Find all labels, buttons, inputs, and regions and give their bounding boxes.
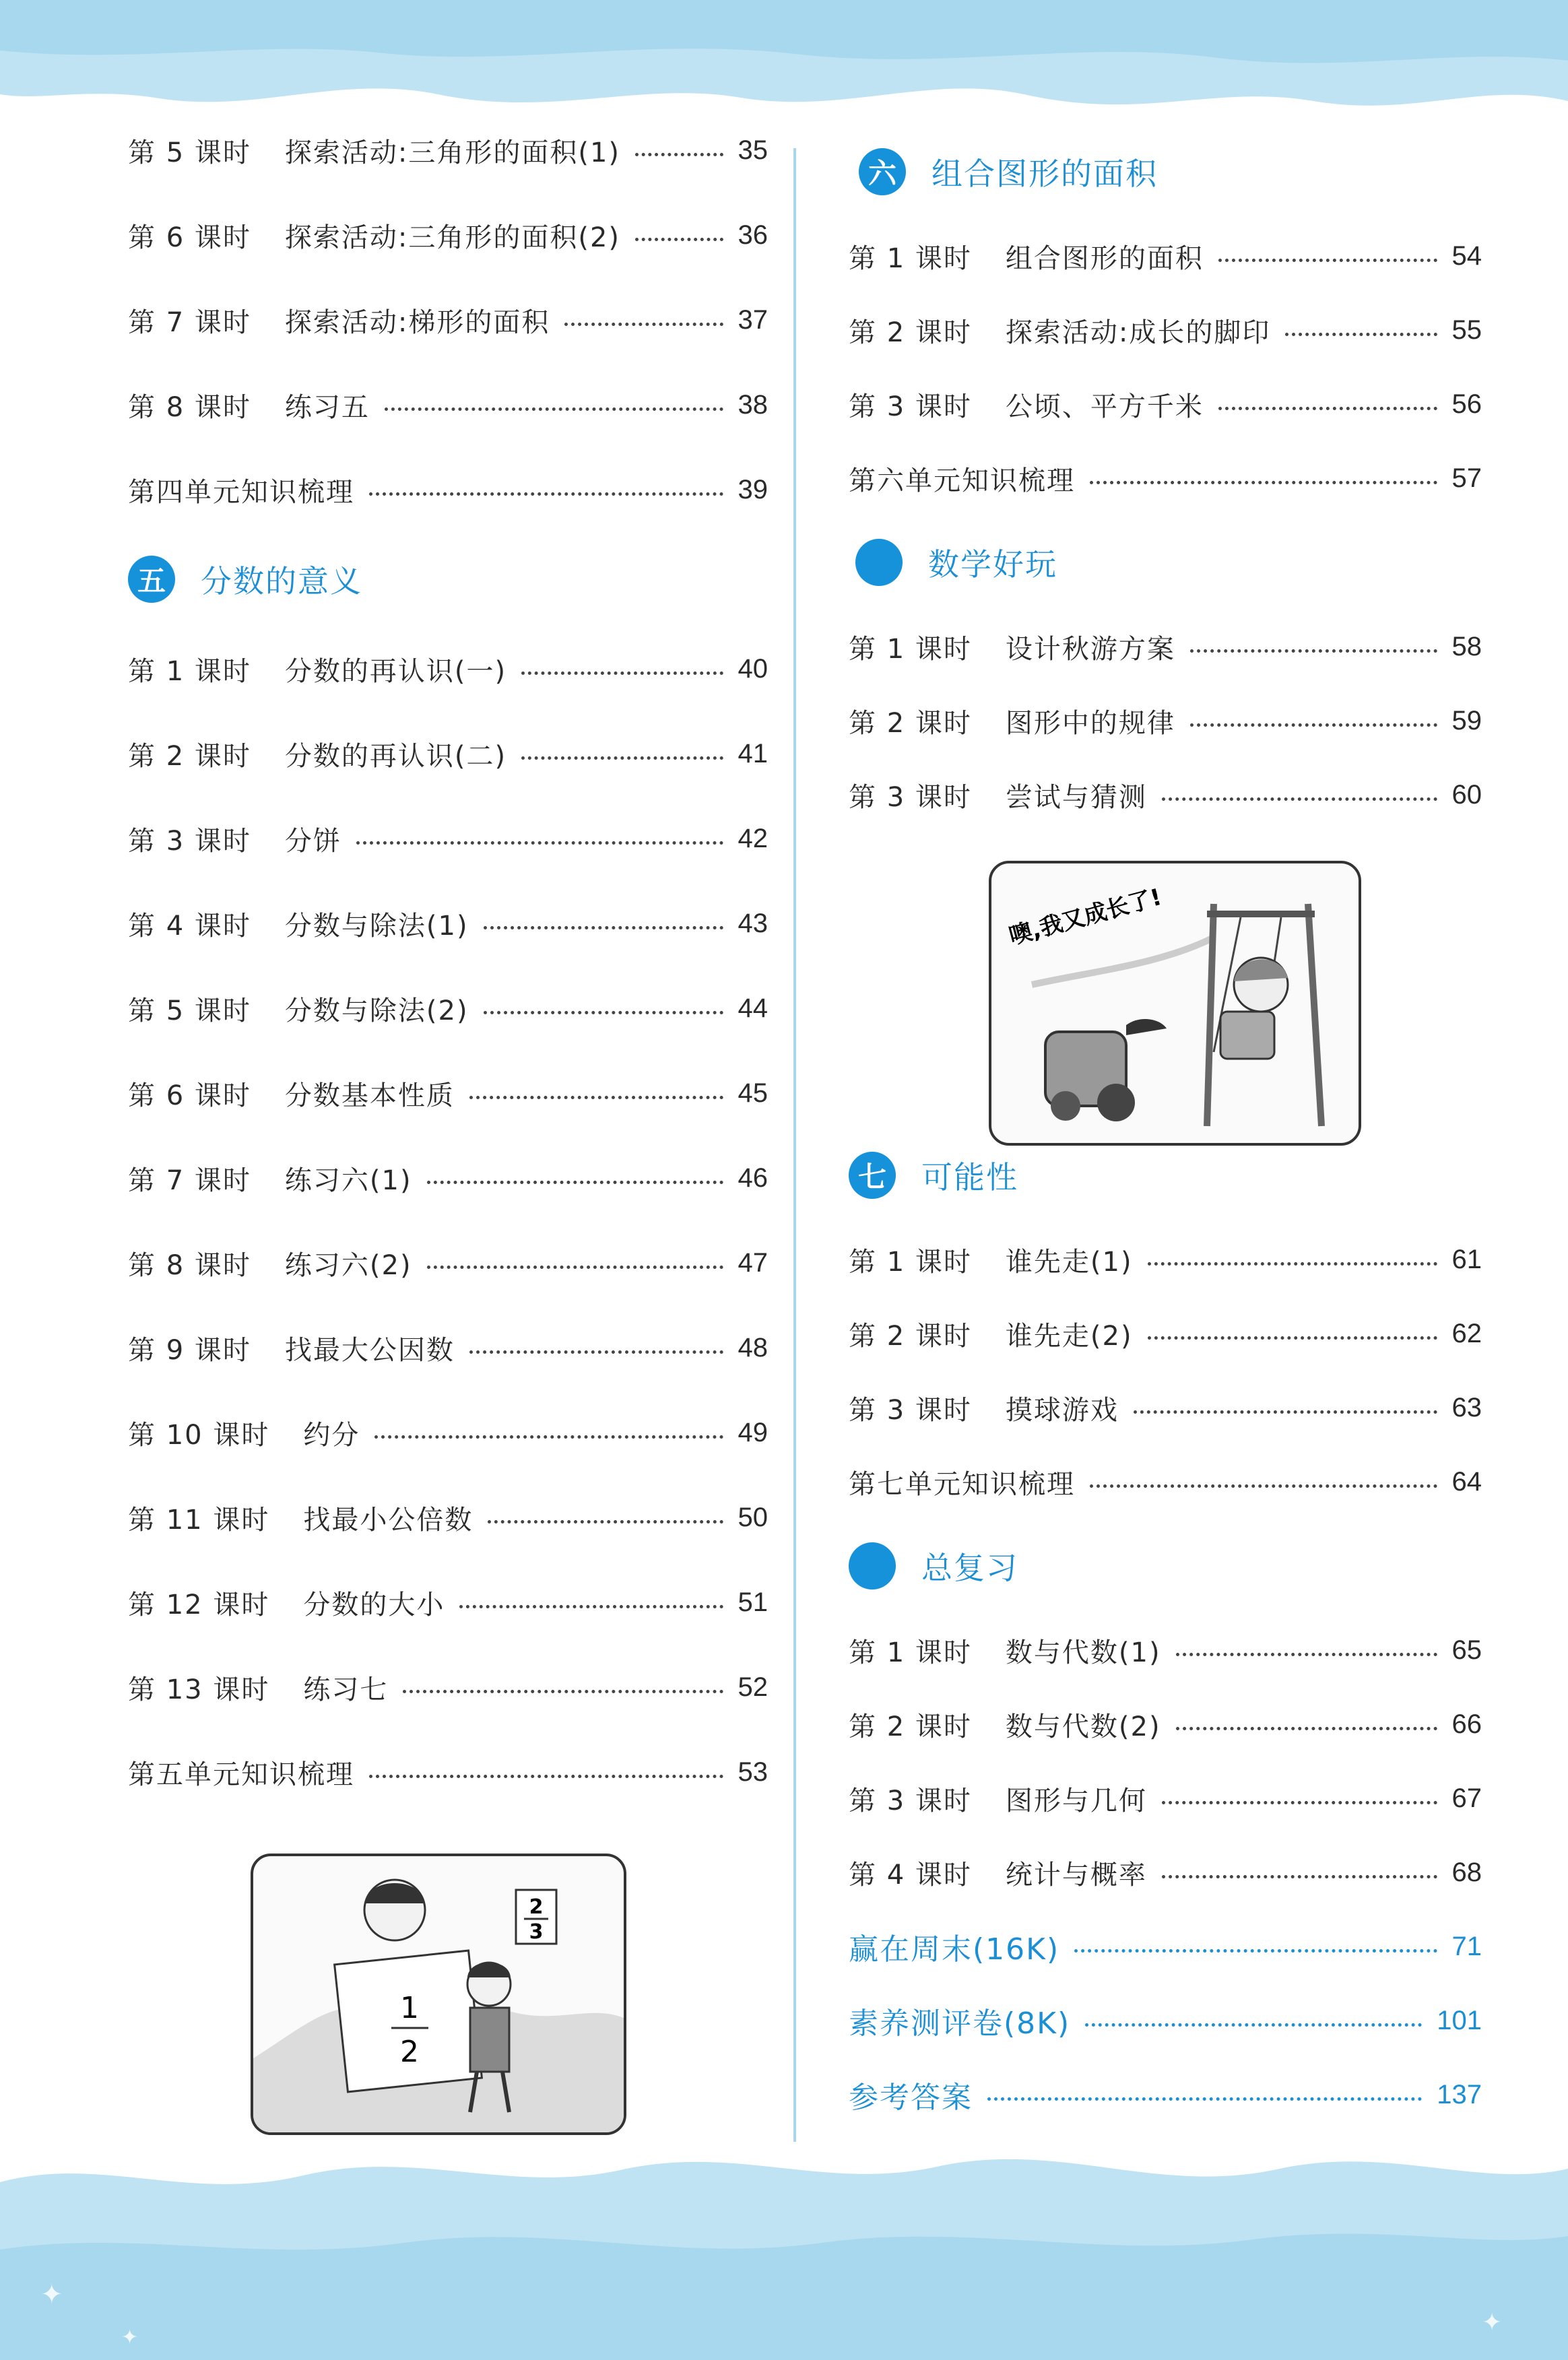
toc-entry[interactable] <box>128 1136 768 1220</box>
page-number: 62 <box>1451 1318 1482 1348</box>
toc-entry[interactable] <box>849 684 1482 758</box>
dot-leader <box>1162 797 1437 801</box>
page-number: 101 <box>1437 2005 1482 2035</box>
toc-entry[interactable] <box>128 711 768 796</box>
page-number: 51 <box>738 1587 768 1617</box>
dot-leader <box>1218 407 1437 410</box>
dot-leader <box>635 153 723 156</box>
section-5-badge: 五 <box>128 556 175 603</box>
dot-leader <box>1285 333 1437 336</box>
section-review-header[interactable] <box>849 1519 1482 1613</box>
lesson-label: 第 2 课时 <box>849 1320 972 1352</box>
lesson-title: 摸球游戏 <box>1005 1394 1119 1426</box>
lesson-label: 第 3 课时 <box>128 825 251 857</box>
lesson-label: 第 1 课时 <box>849 633 972 665</box>
lesson-title: 公顷、平方千米 <box>1005 391 1204 422</box>
page-number: 52 <box>738 1672 768 1702</box>
lesson-title: 探索活动:三角形的面积(1) <box>284 137 621 168</box>
dot-leader <box>1176 1727 1437 1730</box>
toc-entry[interactable] <box>128 1730 768 1814</box>
lesson-label: 赢在周末(16K) <box>849 1932 1060 1967</box>
section-fun-title: 数学好玩 <box>928 546 1057 583</box>
lesson-label: 第 6 课时 <box>128 222 251 253</box>
page-number: 43 <box>738 908 768 938</box>
toc-entry[interactable] <box>849 293 1482 367</box>
lesson-label: 第 9 课时 <box>128 1334 251 1366</box>
dot-leader <box>369 1775 723 1778</box>
svg-text:✦: ✦ <box>40 2279 63 2310</box>
dot-leader <box>403 1690 723 1693</box>
fraction-illustration <box>251 1854 626 2135</box>
lesson-label: 第 5 课时 <box>128 137 251 168</box>
toc-entry[interactable] <box>849 1371 1482 1445</box>
lesson-title: 分数与除法(2) <box>284 995 469 1026</box>
page-number: 58 <box>1451 631 1482 661</box>
toc-entry[interactable] <box>128 966 768 1051</box>
toc-entry[interactable] <box>128 796 768 881</box>
lesson-title: 分数基本性质 <box>284 1080 455 1111</box>
toc-entry[interactable] <box>849 219 1482 293</box>
svg-text:✦: ✦ <box>121 2326 139 2349</box>
lesson-label: 第 3 课时 <box>849 1785 972 1816</box>
lesson-title: 练习七 <box>303 1674 389 1705</box>
lesson-title: 分饼 <box>284 825 341 857</box>
toc-extra-entry[interactable] <box>849 1909 1482 1984</box>
dot-leader <box>1162 1801 1437 1804</box>
toc-entry[interactable] <box>128 1220 768 1305</box>
lesson-label: 第六单元知识梳理 <box>849 465 1075 496</box>
toc-entry[interactable] <box>849 1761 1482 1835</box>
page-number: 56 <box>1451 389 1482 419</box>
sign-denominator: 3 <box>529 1920 544 1944</box>
lesson-title: 数与代数(1) <box>1005 1637 1161 1668</box>
page-number: 44 <box>738 993 768 1023</box>
page-number: 36 <box>738 220 768 250</box>
dot-leader <box>1218 259 1437 262</box>
toc-entry[interactable] <box>128 1390 768 1475</box>
lesson-label: 第 12 课时 <box>128 1589 270 1620</box>
section-6-header[interactable] <box>859 125 1482 219</box>
page-number: 65 <box>1451 1635 1482 1665</box>
toc-entry[interactable] <box>849 758 1482 832</box>
lesson-label: 第 11 课时 <box>128 1504 270 1536</box>
toc-entry[interactable] <box>128 881 768 966</box>
toc-entry[interactable] <box>849 1222 1482 1297</box>
dot-leader <box>427 1266 723 1269</box>
dot-leader <box>356 841 723 845</box>
dot-leader <box>385 407 723 411</box>
lesson-label: 第 8 课时 <box>128 1249 251 1281</box>
toc-entry[interactable] <box>849 1445 1482 1519</box>
lesson-title: 谁先走(2) <box>1005 1320 1133 1352</box>
lesson-label: 第 1 课时 <box>849 1246 972 1278</box>
sign-numerator: 2 <box>529 1895 544 1919</box>
toc-extra-entry[interactable] <box>849 2058 1482 2132</box>
dot-leader <box>1148 1336 1437 1340</box>
lesson-title: 图形中的规律 <box>1005 707 1175 739</box>
dot-leader <box>1090 481 1437 484</box>
page-number: 63 <box>1451 1392 1482 1422</box>
lesson-title: 尝试与猜测 <box>1005 781 1147 813</box>
page-number: 68 <box>1451 1857 1482 1887</box>
page-number: 60 <box>1451 779 1482 810</box>
lesson-label: 第 8 课时 <box>128 391 251 423</box>
toc-entry[interactable] <box>849 1687 1482 1761</box>
lesson-label: 第 13 课时 <box>128 1674 270 1705</box>
dot-leader <box>1162 1875 1437 1878</box>
dot-leader <box>564 323 723 326</box>
lesson-label: 参考答案 <box>849 2080 973 2115</box>
lesson-title: 练习六(2) <box>284 1249 412 1281</box>
lesson-title: 找最小公倍数 <box>303 1504 473 1536</box>
toc-entry[interactable] <box>849 367 1482 441</box>
section-6-badge: 六 <box>859 148 906 195</box>
page-number: 54 <box>1451 240 1482 271</box>
lesson-label: 第 1 课时 <box>849 1637 972 1668</box>
lesson-label: 第七单元知识梳理 <box>849 1468 1075 1500</box>
lesson-label: 素养测评卷(8K) <box>849 2006 1071 2041</box>
page-number: 66 <box>1451 1709 1482 1739</box>
toc-entry[interactable] <box>128 1475 768 1560</box>
lesson-label: 第 4 课时 <box>128 910 251 942</box>
toc-entry[interactable] <box>128 626 768 711</box>
page-number: 59 <box>1451 705 1482 735</box>
lesson-title: 探索活动:成长的脚印 <box>1005 317 1271 348</box>
lesson-label: 第 2 课时 <box>849 1711 972 1742</box>
page-number: 67 <box>1451 1783 1482 1813</box>
lesson-title: 找最大公因数 <box>284 1334 455 1366</box>
toc-entry[interactable] <box>849 441 1482 515</box>
toc-extra-entry[interactable] <box>849 1984 1482 2058</box>
lesson-title: 探索活动:三角形的面积(2) <box>284 222 621 253</box>
lesson-label: 第 1 课时 <box>128 655 251 687</box>
lesson-title: 分数的再认识(二) <box>284 740 507 772</box>
lesson-title: 分数的大小 <box>303 1589 445 1620</box>
toc-entry[interactable] <box>128 1560 768 1645</box>
dot-leader <box>484 1011 723 1014</box>
toc-entry[interactable] <box>849 1297 1482 1371</box>
page-number: 47 <box>738 1247 768 1278</box>
lesson-label: 第四单元知识梳理 <box>128 476 354 508</box>
toc-left-column <box>128 108 768 1814</box>
page-number: 38 <box>738 389 768 420</box>
lesson-title: 探索活动:梯形的面积 <box>284 306 550 338</box>
page-number: 49 <box>738 1417 768 1447</box>
lesson-label: 第 10 课时 <box>128 1419 270 1451</box>
dot-leader <box>635 238 723 241</box>
section-7-title: 可能性 <box>921 1159 1018 1195</box>
lesson-label: 第 3 课时 <box>849 781 972 813</box>
section-5-header[interactable] <box>128 532 768 626</box>
bottom-wave-decoration <box>0 2128 1568 2360</box>
page-number: 35 <box>738 135 768 165</box>
page-number: 137 <box>1437 2079 1482 2109</box>
lesson-label: 第 6 课时 <box>128 1080 251 1111</box>
page-number: 55 <box>1451 315 1482 345</box>
lesson-label: 第 2 课时 <box>849 317 972 348</box>
page-number: 40 <box>738 653 768 684</box>
dot-leader <box>521 671 723 675</box>
dot-leader <box>1190 723 1437 727</box>
lesson-label: 第 3 课时 <box>849 391 972 422</box>
lesson-title: 图形与几何 <box>1005 1785 1147 1816</box>
page-number: 57 <box>1451 463 1482 493</box>
svg-text:✦: ✦ <box>1482 2309 1503 2336</box>
page-number: 64 <box>1451 1466 1482 1497</box>
dot-leader <box>1134 1410 1437 1414</box>
toc-entry[interactable] <box>128 193 768 277</box>
lesson-title: 设计秋游方案 <box>1005 633 1175 665</box>
swing-illustration <box>989 861 1361 1146</box>
toc-entry[interactable] <box>128 1051 768 1136</box>
dot-leader <box>488 1520 723 1523</box>
lesson-title: 谁先走(1) <box>1005 1246 1133 1278</box>
page-number: 39 <box>738 474 768 504</box>
dot-leader <box>484 926 723 929</box>
dot-leader <box>1190 649 1437 653</box>
page-number: 41 <box>738 738 768 768</box>
lesson-title: 统计与概率 <box>1005 1859 1147 1891</box>
lesson-title: 约分 <box>303 1419 360 1451</box>
dot-leader <box>1176 1653 1437 1656</box>
lesson-title: 练习五 <box>284 391 370 423</box>
toc-entry[interactable] <box>128 1645 768 1730</box>
lesson-title: 练习六(1) <box>284 1165 412 1196</box>
lesson-title: 分数与除法(1) <box>284 910 469 942</box>
dot-leader <box>374 1435 723 1439</box>
lesson-label: 第 3 课时 <box>849 1394 972 1426</box>
dot-leader <box>1090 1484 1437 1488</box>
dot-leader <box>521 756 723 760</box>
toc-entry[interactable] <box>849 1835 1482 1909</box>
lesson-title: 组合图形的面积 <box>1005 242 1204 274</box>
dot-leader <box>987 2097 1422 2101</box>
lesson-label: 第 4 课时 <box>849 1859 972 1891</box>
page-number: 71 <box>1451 1931 1482 1961</box>
toc-entry[interactable] <box>849 1613 1482 1687</box>
dot-leader <box>459 1605 723 1608</box>
section-6-title: 组合图形的面积 <box>932 156 1158 192</box>
dot-leader <box>469 1096 723 1099</box>
section-fun-badge <box>855 539 903 586</box>
toc-entry[interactable] <box>128 447 768 532</box>
paper-denominator: 2 <box>400 2035 419 2069</box>
page-number: 48 <box>738 1332 768 1363</box>
dot-leader <box>369 492 723 496</box>
lesson-label: 第五单元知识梳理 <box>128 1759 354 1790</box>
lesson-label: 第 2 课时 <box>128 740 251 772</box>
lesson-label: 第 5 课时 <box>128 995 251 1026</box>
lesson-label: 第 2 课时 <box>849 707 972 739</box>
section-5-title: 分数的意义 <box>201 563 362 599</box>
toc-entry[interactable] <box>849 610 1482 684</box>
paper-numerator: 1 <box>400 1991 419 2025</box>
section-fun-header[interactable] <box>855 515 1482 610</box>
dot-leader <box>1074 1949 1437 1953</box>
column-divider <box>793 148 796 2142</box>
lesson-label: 第 1 课时 <box>849 242 972 274</box>
section-7-badge: 七 <box>849 1152 896 1199</box>
section-review-badge <box>849 1542 896 1589</box>
toc-entry[interactable] <box>128 108 768 193</box>
dot-leader <box>469 1350 723 1354</box>
toc-entry[interactable] <box>128 362 768 447</box>
dot-leader <box>427 1181 723 1184</box>
page-number: 53 <box>738 1757 768 1787</box>
section-review-title: 总复习 <box>921 1550 1018 1586</box>
page-number: 50 <box>738 1502 768 1532</box>
toc-entry[interactable] <box>128 1305 768 1390</box>
swing-caption: 噢,我又成长了! <box>1006 883 1165 950</box>
lesson-label: 第 7 课时 <box>128 1165 251 1196</box>
lesson-title: 数与代数(2) <box>1005 1711 1161 1742</box>
lesson-label: 第 7 课时 <box>128 306 251 338</box>
lesson-title: 分数的再认识(一) <box>284 655 507 687</box>
page-number: 42 <box>738 823 768 853</box>
page-number: 37 <box>738 304 768 335</box>
dot-leader <box>1148 1262 1437 1266</box>
dot-leader <box>1085 2023 1422 2027</box>
page-number: 45 <box>738 1078 768 1108</box>
page-number: 46 <box>738 1162 768 1193</box>
page-number: 61 <box>1451 1244 1482 1274</box>
toc-entry[interactable] <box>128 277 768 362</box>
